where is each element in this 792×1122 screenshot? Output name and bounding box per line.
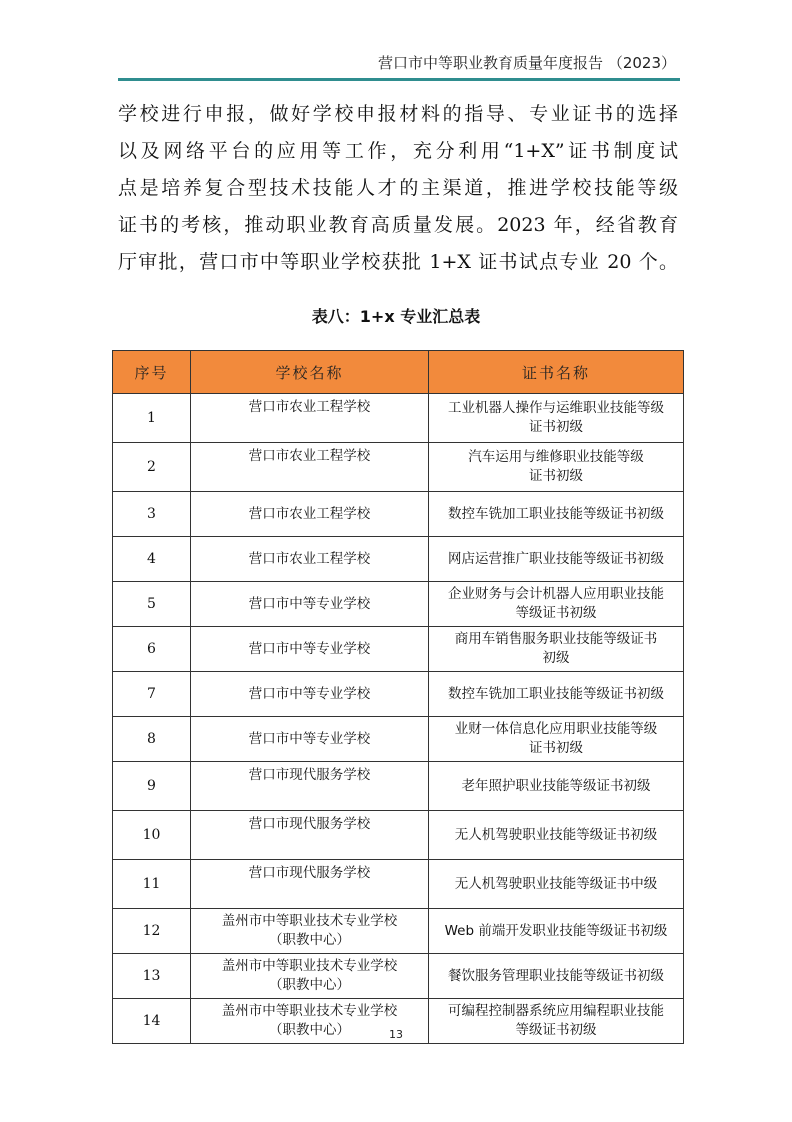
- school-name: 营口市中等专业学校: [191, 717, 429, 762]
- table-row: [113, 443, 684, 492]
- table-row: [113, 860, 684, 909]
- table-row: [113, 954, 684, 999]
- body-line: 点是培养复合型技术技能人才的主渠道，推进学校技能等级: [118, 177, 678, 199]
- row-number: 13: [113, 954, 191, 999]
- school-name: 营口市农业工程学校: [191, 537, 429, 582]
- school-name: 营口市农业工程学校: [191, 394, 429, 443]
- row-number: 10: [113, 811, 191, 860]
- certificate-name: 餐饮服务管理职业技能等级证书初级: [429, 954, 684, 999]
- certificate-name: 商用车销售服务职业技能等级证书 初级: [429, 627, 684, 672]
- table-row: [113, 627, 684, 672]
- school-name: 营口市现代服务学校: [191, 860, 429, 909]
- table-row: [113, 394, 684, 443]
- body-line: 学校进行申报，做好学校申报材料的指导、专业证书的选择: [118, 103, 678, 125]
- row-number: 3: [113, 492, 191, 537]
- certificate-name: 企业财务与会计机器人应用职业技能 等级证书初级: [429, 582, 684, 627]
- row-number: 5: [113, 582, 191, 627]
- body-line: 以及网络平台的应用等工作，充分利用“1+X”证书制度试: [118, 140, 678, 162]
- certificate-table: [112, 350, 684, 1044]
- header-rule: [118, 78, 680, 81]
- certificate-name: 数控车铣加工职业技能等级证书初级: [429, 672, 684, 717]
- column-header-certificate: 证书名称: [429, 351, 684, 394]
- page-header: [118, 48, 680, 82]
- table-row: [113, 717, 684, 762]
- table-caption: 表八：1+x 专业汇总表: [311, 307, 481, 326]
- row-number: 2: [113, 443, 191, 492]
- certificate-name: Web 前端开发职业技能等级证书初级: [429, 909, 684, 954]
- row-number: 12: [113, 909, 191, 954]
- school-name: 盖州市中等职业技术专业学校 （职教中心）: [191, 954, 429, 999]
- row-number: 1: [113, 394, 191, 443]
- school-name: 营口市中等专业学校: [191, 582, 429, 627]
- report-title: 营口市中等职业教育质量年度报告 （2023）: [378, 54, 676, 72]
- row-number: 11: [113, 860, 191, 909]
- certificate-name: 无人机驾驶职业技能等级证书中级: [429, 860, 684, 909]
- school-name: 营口市中等专业学校: [191, 672, 429, 717]
- certificate-name: 网店运营推广职业技能等级证书初级: [429, 537, 684, 582]
- certificate-name: 工业机器人操作与运维职业技能等级 证书初级: [429, 394, 684, 443]
- column-header-school: 学校名称: [191, 351, 429, 394]
- table-row: [113, 811, 684, 860]
- table-row: [113, 909, 684, 954]
- body-line: 厅审批，营口市中等职业学校获批 1+X 证书试点专业 20 个。: [118, 251, 678, 273]
- certificate-name: 无人机驾驶职业技能等级证书初级: [429, 811, 684, 860]
- table-row: [113, 762, 684, 811]
- certificate-name: 可编程控制器系统应用编程职业技能 等级证书初级: [429, 999, 684, 1044]
- school-name: 盖州市中等职业技术专业学校 （职教中心）: [191, 999, 429, 1044]
- table-body: [113, 394, 684, 1044]
- certificate-name: 数控车铣加工职业技能等级证书初级: [429, 492, 684, 537]
- table-row: [113, 582, 684, 627]
- school-name: 营口市中等专业学校: [191, 627, 429, 672]
- certificate-name: 老年照护职业技能等级证书初级: [429, 762, 684, 811]
- row-number: 6: [113, 627, 191, 672]
- table-row: [113, 537, 684, 582]
- body-paragraph: [118, 96, 678, 281]
- school-name: 营口市现代服务学校: [191, 762, 429, 811]
- page-number: 13: [389, 1028, 403, 1041]
- row-number: 9: [113, 762, 191, 811]
- row-number: 4: [113, 537, 191, 582]
- body-line: 证书的考核，推动职业教育高质量发展。2023 年，经省教育: [118, 214, 678, 236]
- row-number: 8: [113, 717, 191, 762]
- table-row: [113, 672, 684, 717]
- table-header-row: [113, 351, 684, 394]
- school-name: 营口市农业工程学校: [191, 492, 429, 537]
- school-name: 营口市农业工程学校: [191, 443, 429, 492]
- certificate-name: 业财一体信息化应用职业技能等级 证书初级: [429, 717, 684, 762]
- certificate-name: 汽车运用与维修职业技能等级 证书初级: [429, 443, 684, 492]
- row-number: 14: [113, 999, 191, 1044]
- row-number: 7: [113, 672, 191, 717]
- school-name: 营口市现代服务学校: [191, 811, 429, 860]
- column-header-number: 序号: [113, 351, 191, 394]
- school-name: 盖州市中等职业技术专业学校 （职教中心）: [191, 909, 429, 954]
- table-row: [113, 492, 684, 537]
